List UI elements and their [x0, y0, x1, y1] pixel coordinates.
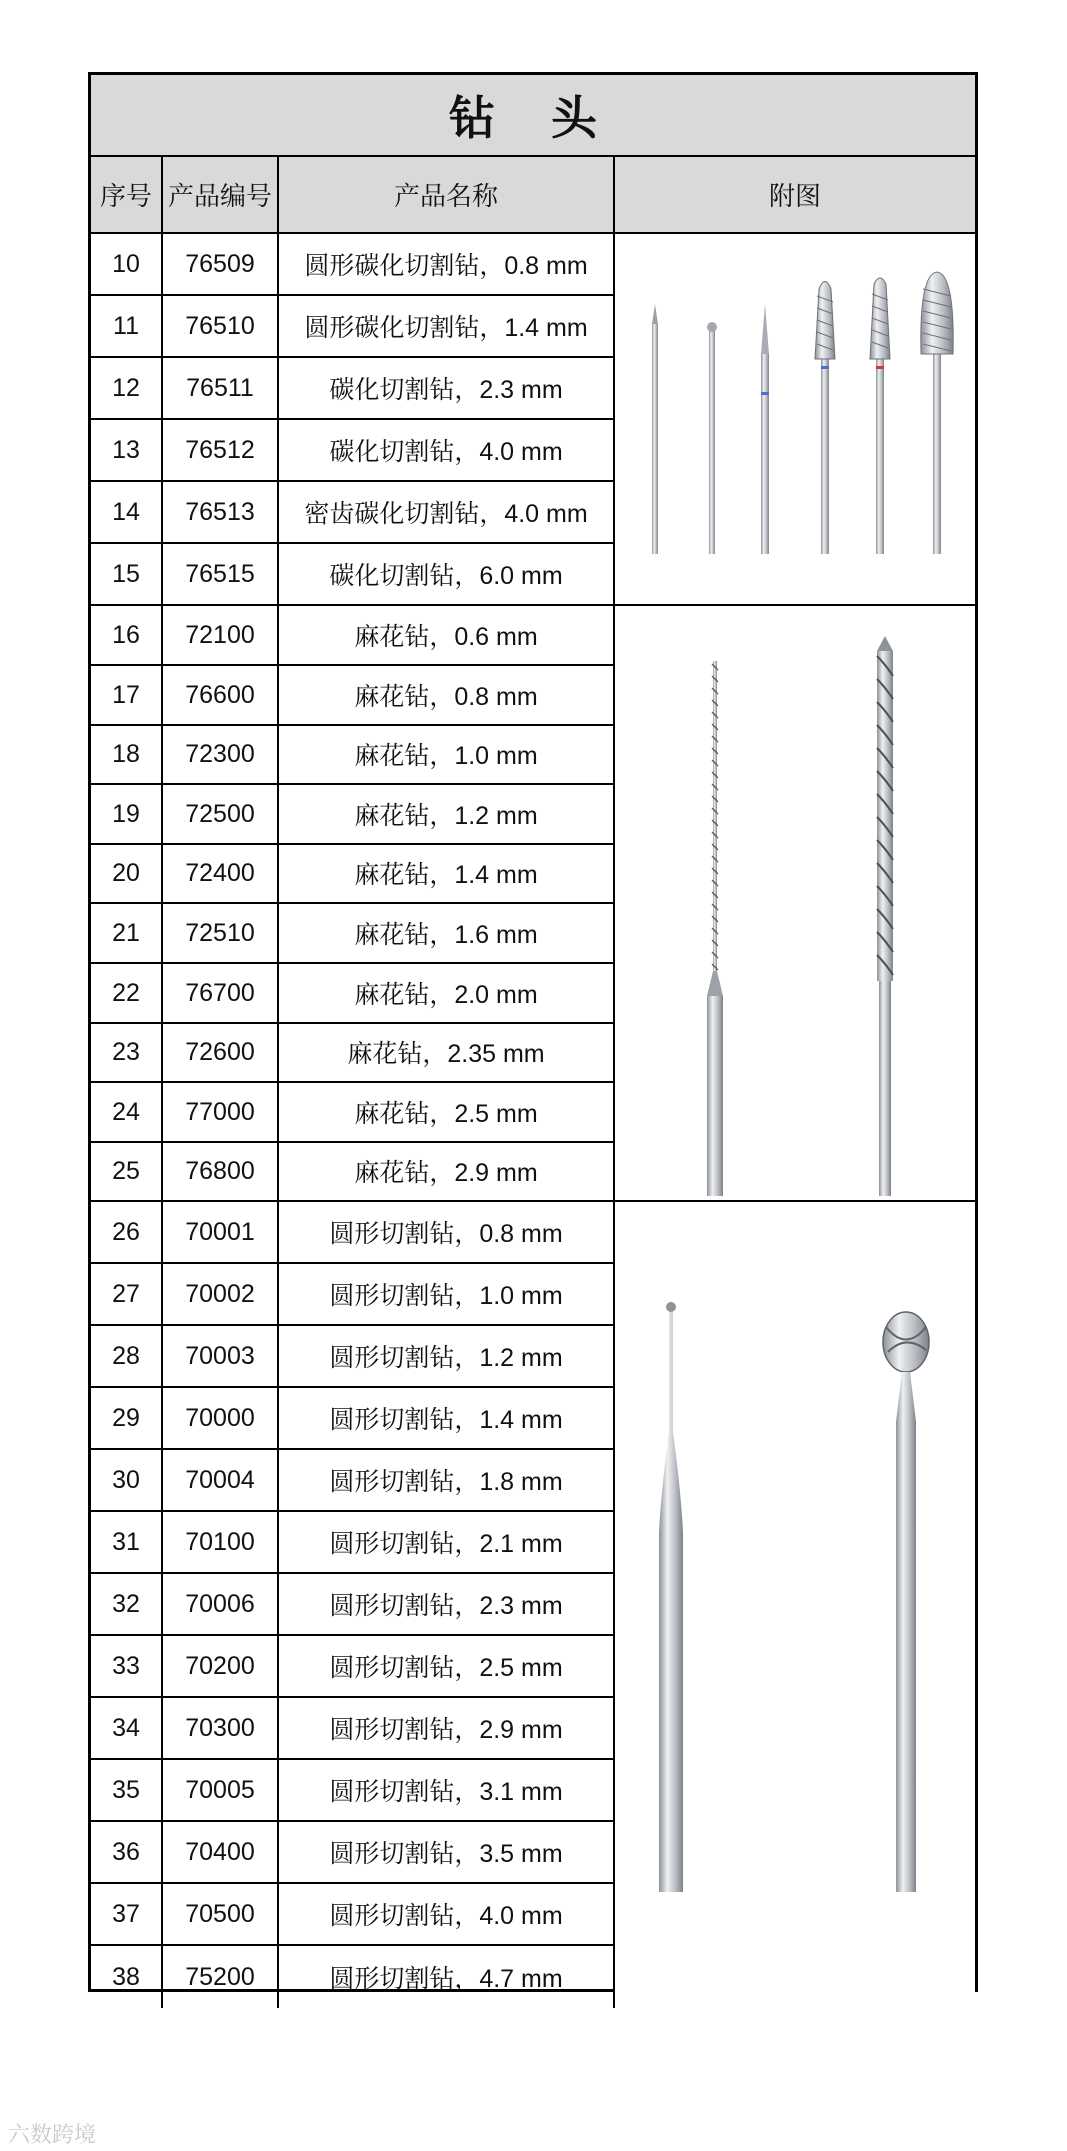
product-code: 70400	[163, 1822, 279, 1882]
product-name: 圆形切割钻，0.8 mm	[279, 1202, 615, 1262]
table-row	[91, 1264, 615, 1326]
table-row	[91, 606, 615, 666]
product-code: 70100	[163, 1512, 279, 1572]
row-index: 34	[91, 1698, 163, 1758]
product-name: 圆形切割钻，2.9 mm	[279, 1698, 615, 1758]
table-title: 钻 头	[91, 75, 975, 157]
product-name: 麻花钻，0.6 mm	[279, 606, 615, 664]
row-index: 10	[91, 234, 163, 294]
product-code: 76511	[163, 358, 279, 418]
table-row	[91, 1822, 615, 1884]
product-name: 圆形切割钻，2.5 mm	[279, 1636, 615, 1696]
table-row	[91, 1512, 615, 1574]
table-row	[91, 844, 615, 904]
product-code: 70005	[163, 1760, 279, 1820]
tool-illustration	[615, 606, 975, 1202]
table-row	[91, 1636, 615, 1698]
twist-drills-illustration	[615, 606, 975, 1202]
product-name: 圆形切割钻，1.8 mm	[279, 1450, 615, 1510]
product-name: 麻花钻，0.8 mm	[279, 666, 615, 724]
product-name: 圆形切割钻，1.4 mm	[279, 1388, 615, 1448]
row-index: 32	[91, 1574, 163, 1634]
product-code: 70200	[163, 1636, 279, 1696]
product-code: 76512	[163, 420, 279, 480]
product-code: 72100	[163, 606, 279, 664]
table-row	[91, 1450, 615, 1512]
table-row	[91, 482, 615, 544]
product-code: 75200	[163, 1946, 279, 2008]
table-row	[91, 1946, 615, 2008]
header-index: 序号	[91, 157, 163, 232]
table-row	[91, 964, 615, 1024]
product-name: 麻花钻，1.6 mm	[279, 904, 615, 962]
product-code: 76513	[163, 482, 279, 542]
product-code: 70000	[163, 1388, 279, 1448]
product-code: 72300	[163, 725, 279, 783]
product-name: 碳化切割钻，6.0 mm	[279, 544, 615, 604]
row-index: 21	[91, 904, 163, 962]
row-index: 25	[91, 1142, 163, 1200]
table-row	[91, 1083, 615, 1143]
product-name: 圆形切割钻，2.1 mm	[279, 1512, 615, 1572]
product-code: 76600	[163, 666, 279, 724]
table-row	[91, 1884, 615, 1946]
table-header-row	[91, 157, 975, 234]
product-code: 72510	[163, 904, 279, 962]
table-row	[91, 904, 615, 964]
product-name: 圆形碳化切割钻，0.8 mm	[279, 234, 615, 294]
product-code: 77000	[163, 1083, 279, 1141]
product-name: 圆形切割钻，4.0 mm	[279, 1884, 615, 1944]
row-index: 24	[91, 1083, 163, 1141]
product-name: 麻花钻，1.4 mm	[279, 844, 615, 902]
header-name: 产品名称	[279, 157, 615, 232]
row-index: 26	[91, 1202, 163, 1262]
product-name: 麻花钻，2.35 mm	[279, 1023, 615, 1081]
product-name: 麻花钻，1.0 mm	[279, 725, 615, 783]
table-row	[91, 1202, 615, 1264]
product-name: 密齿碳化切割钻，4.0 mm	[279, 482, 615, 542]
table-row	[91, 358, 615, 420]
row-index: 27	[91, 1264, 163, 1324]
product-name: 圆形切割钻，3.5 mm	[279, 1822, 615, 1882]
row-index: 18	[91, 725, 163, 783]
tool-illustration	[615, 234, 975, 606]
row-index: 36	[91, 1822, 163, 1882]
product-name: 圆形切割钻，2.3 mm	[279, 1574, 615, 1634]
product-code: 72400	[163, 844, 279, 902]
table-row	[91, 1698, 615, 1760]
table-row	[91, 1023, 615, 1083]
watermark: 六数跨境	[8, 2123, 97, 2148]
row-index: 16	[91, 606, 163, 664]
row-index: 23	[91, 1023, 163, 1081]
product-name: 圆形切割钻，3.1 mm	[279, 1760, 615, 1820]
product-name: 麻花钻，2.9 mm	[279, 1142, 615, 1200]
product-name: 碳化切割钻，2.3 mm	[279, 358, 615, 418]
table-row	[91, 296, 615, 358]
row-index: 12	[91, 358, 163, 418]
product-code: 70003	[163, 1326, 279, 1386]
row-index: 15	[91, 544, 163, 604]
product-name: 麻花钻，2.5 mm	[279, 1083, 615, 1141]
table-row	[91, 1326, 615, 1388]
product-code: 72600	[163, 1023, 279, 1081]
table-row	[91, 1760, 615, 1822]
product-name: 碳化切割钻，4.0 mm	[279, 420, 615, 480]
product-code: 70001	[163, 1202, 279, 1262]
row-index: 22	[91, 964, 163, 1022]
product-code: 76800	[163, 1142, 279, 1200]
table-row	[91, 1388, 615, 1450]
tool-illustration	[615, 1202, 975, 2008]
product-code: 76700	[163, 964, 279, 1022]
table-row	[91, 666, 615, 726]
row-index: 29	[91, 1388, 163, 1448]
product-name: 圆形切割钻，1.2 mm	[279, 1326, 615, 1386]
row-index: 11	[91, 296, 163, 356]
header-image: 附图	[768, 182, 821, 212]
product-code: 70002	[163, 1264, 279, 1324]
table-row	[91, 234, 615, 296]
table-row	[91, 785, 615, 845]
row-index: 35	[91, 1760, 163, 1820]
row-index: 38	[91, 1946, 163, 2008]
header-code: 产品编号	[163, 157, 279, 232]
row-index: 28	[91, 1326, 163, 1386]
product-name: 圆形切割钻，4.7 mm	[279, 1946, 615, 2008]
table-row	[91, 420, 615, 482]
row-index: 19	[91, 785, 163, 843]
row-index: 13	[91, 420, 163, 480]
table-row	[91, 1142, 615, 1202]
row-index: 14	[91, 482, 163, 542]
product-code: 72500	[163, 785, 279, 843]
product-code: 70004	[163, 1450, 279, 1510]
product-code: 70300	[163, 1698, 279, 1758]
row-index: 17	[91, 666, 163, 724]
product-name: 麻花钻，1.2 mm	[279, 785, 615, 843]
product-code: 76515	[163, 544, 279, 604]
product-code: 76509	[163, 234, 279, 294]
product-code: 70500	[163, 1884, 279, 1944]
round-burrs-illustration	[615, 1202, 975, 2008]
row-index: 30	[91, 1450, 163, 1510]
product-name: 麻花钻，2.0 mm	[279, 964, 615, 1022]
carbide-burrs-illustration	[615, 234, 975, 606]
table-row	[91, 544, 615, 606]
row-index: 37	[91, 1884, 163, 1944]
row-index: 31	[91, 1512, 163, 1572]
product-code: 70006	[163, 1574, 279, 1634]
row-index: 33	[91, 1636, 163, 1696]
product-name: 圆形碳化切割钻，1.4 mm	[279, 296, 615, 356]
product-table	[88, 72, 978, 1992]
table-row	[91, 1574, 615, 1636]
product-code: 76510	[163, 296, 279, 356]
table-row	[91, 725, 615, 785]
row-index: 20	[91, 844, 163, 902]
product-name: 圆形切割钻，1.0 mm	[279, 1264, 615, 1324]
